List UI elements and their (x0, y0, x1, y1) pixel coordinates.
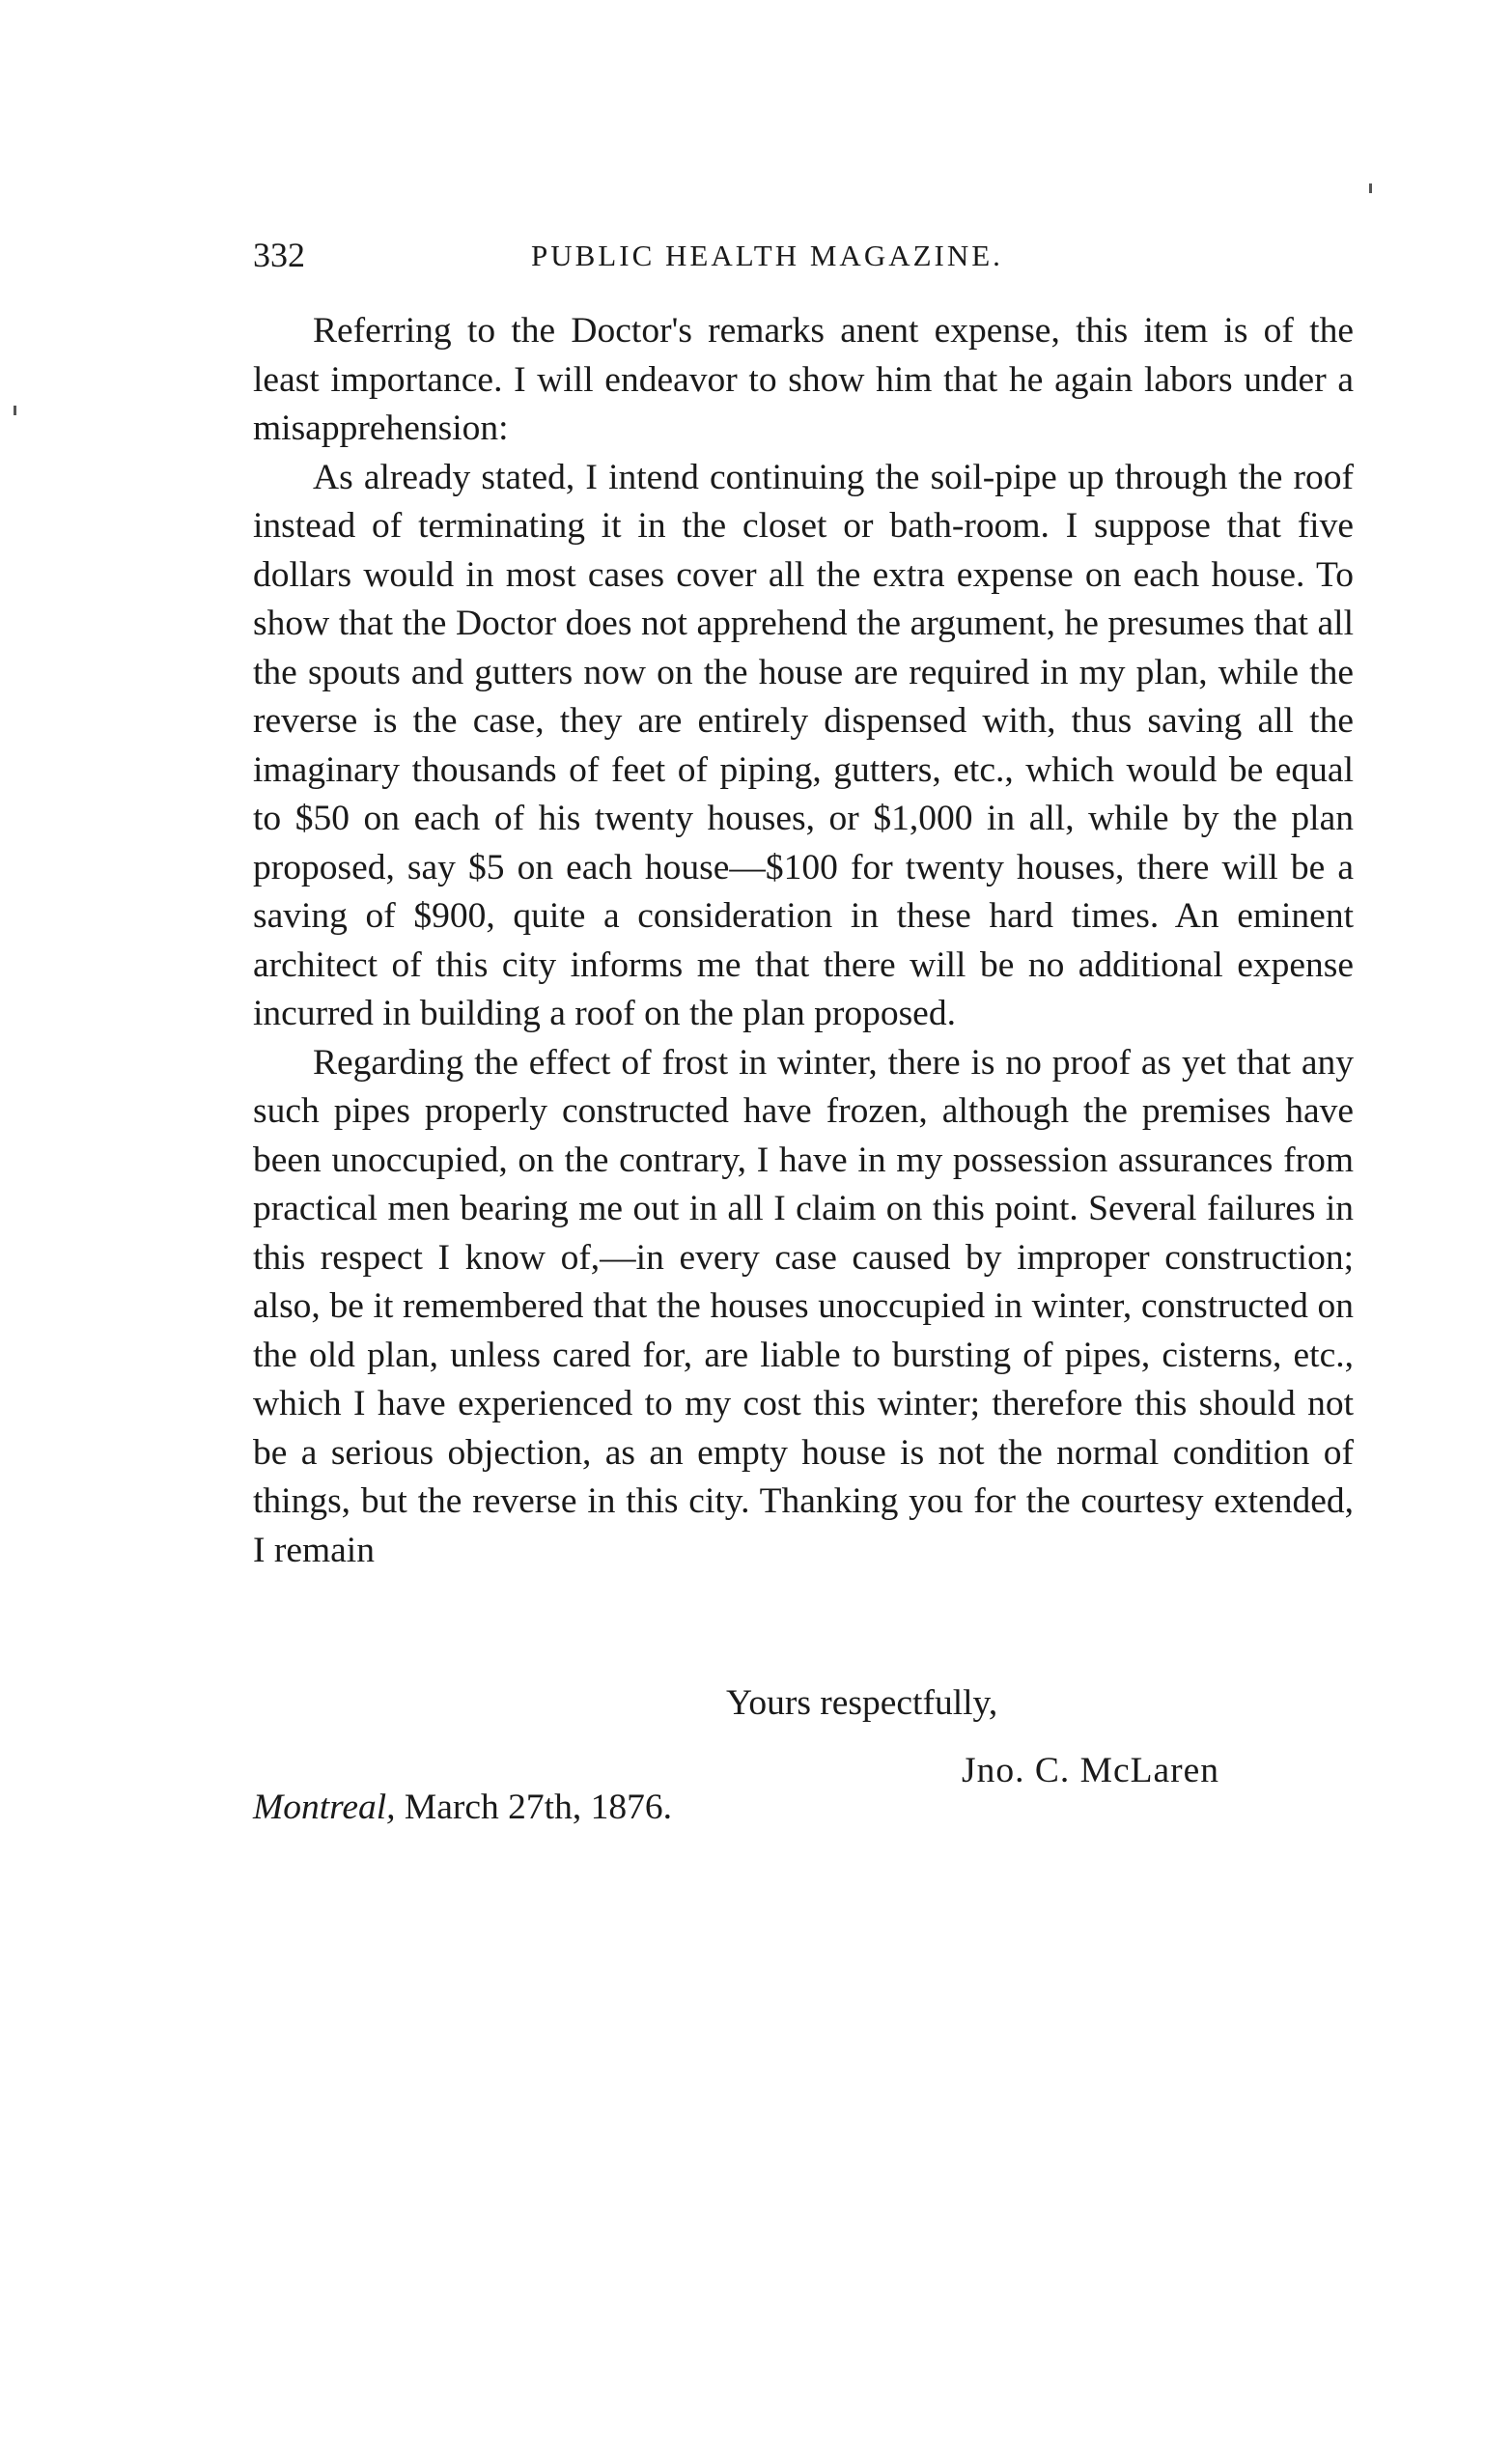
margin-mark (14, 406, 16, 415)
letter-body (253, 307, 1354, 1575)
page-header (253, 235, 1354, 283)
margin-mark (1369, 183, 1372, 193)
paragraph: As already stated, I intend continuing the soil-pipe up through the roof instead of terminating it in the closet or bath-room. I suppose that five dollars would in most cases cover all the extra expense on each house. To show that the Doctor does not apprehend the argument, he presumes that all the spouts and gutters now on the house are required in my plan, while the reverse is the case, they are entirely dispensed with, thus saving all the imaginary thousands of feet of piping, gutters, etc., which would be equal to $50 on each of his twenty houses, or $1,000 in all, while by the plan proposed, say $5 on each house—$100 for twenty houses, there will be a saving of $900, quite a consideration in these hard times. An eminent architect of this city informs me that there will be no additional expense incurred in building a roof on the plan proposed. (253, 457, 1354, 1033)
signature: Jno. C. McLaren (962, 1751, 1220, 1790)
dateline-date: March 27th, 1876. (404, 1788, 672, 1827)
dateline-place: Montreal, (253, 1788, 396, 1827)
paragraph: Referring to the Doctor's remarks anent expense, this item is of the least importance. I will endeavor to show him that he again labors under a misapprehension: (253, 311, 1354, 448)
page-number: 332 (253, 236, 305, 274)
dateline (253, 1787, 672, 1828)
paragraph: Regarding the effect of frost in winter, there is no proof as yet that any such pipes properly constructed have frozen, although the premises have been unoccupied, on the contrary, I have in my possession assurances from practical men bearing me out in all I claim on this point. Several failures in this respect I know of,—in every case caused by improper construction; also, be it remembered that the houses unoccupied in winter, constructed on the old plan, unless cared for, are liable to bursting of pipes, cisterns, etc., which I have experienced to my cost this winter; therefore this should not be a serious objection, as an empty house is not the normal condition of things, but the reverse in this city. Thanking you for the courtesy extended, I remain (253, 1042, 1354, 1570)
closing-salutation: Yours respectfully, (726, 1683, 998, 1723)
running-head: PUBLIC HEALTH MAGAZINE. (531, 239, 1003, 272)
